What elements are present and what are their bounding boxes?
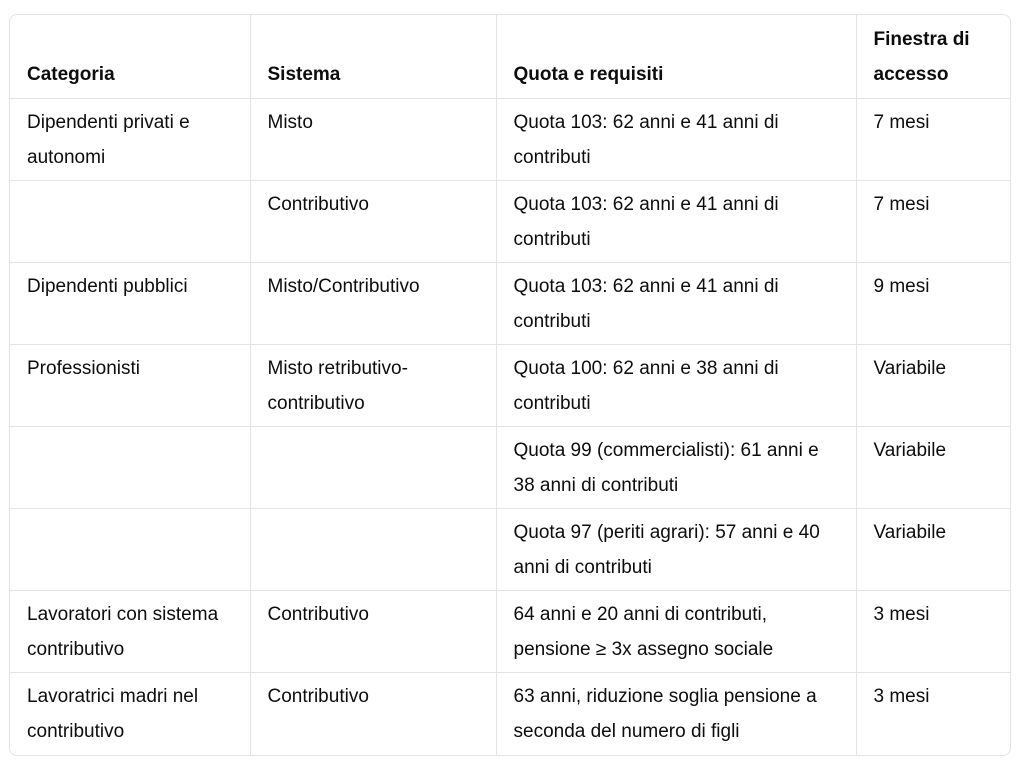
cell-finestra: 7 mesi — [856, 180, 1010, 262]
cell-sistema: Misto — [250, 98, 496, 180]
table-row — [10, 427, 1010, 509]
cell-quota: Quota 103: 62 anni e 41 anni di contributi — [496, 180, 856, 262]
table-row — [10, 344, 1010, 426]
header-finestra-accesso: Finestra di accesso — [856, 15, 1010, 98]
table-row — [10, 673, 1010, 755]
cell-sistema: Contributivo — [250, 591, 496, 673]
cell-quota: Quota 103: 62 anni e 41 anni di contributi — [496, 262, 856, 344]
cell-finestra: Variabile — [856, 344, 1010, 426]
header-sistema: Sistema — [250, 15, 496, 98]
cell-quota: 63 anni, riduzione soglia pensione a seconda del numero di figli — [496, 673, 856, 755]
cell-sistema: Misto retributivo-contributivo — [250, 344, 496, 426]
cell-quota: Quota 97 (periti agrari): 57 anni e 40 anni di contributi — [496, 509, 856, 591]
cell-finestra: 7 mesi — [856, 98, 1010, 180]
cell-quota: Quota 99 (commercialisti): 61 anni e 38 anni di contributi — [496, 427, 856, 509]
header-categoria: Categoria — [10, 15, 250, 98]
cell-quota: 64 anni e 20 anni di contributi, pensione ≥ 3x assegno sociale — [496, 591, 856, 673]
cell-categoria — [10, 427, 250, 509]
table-row — [10, 98, 1010, 180]
cell-categoria: Lavoratrici madri nel contributivo — [10, 673, 250, 755]
cell-categoria — [10, 180, 250, 262]
cell-sistema — [250, 509, 496, 591]
cell-sistema: Contributivo — [250, 673, 496, 755]
table-row — [10, 509, 1010, 591]
cell-finestra: Variabile — [856, 509, 1010, 591]
cell-finestra: 9 mesi — [856, 262, 1010, 344]
table-row — [10, 591, 1010, 673]
cell-quota: Quota 100: 62 anni e 38 anni di contributi — [496, 344, 856, 426]
cell-quota: Quota 103: 62 anni e 41 anni di contributi — [496, 98, 856, 180]
cell-sistema: Contributivo — [250, 180, 496, 262]
table-header-row — [10, 15, 1010, 98]
table-row — [10, 262, 1010, 344]
cell-categoria: Professionisti — [10, 344, 250, 426]
pension-table-container — [9, 14, 1011, 756]
cell-categoria: Lavoratori con sistema contributivo — [10, 591, 250, 673]
table-row — [10, 180, 1010, 262]
cell-finestra: 3 mesi — [856, 591, 1010, 673]
header-quota-requisiti: Quota e requisiti — [496, 15, 856, 98]
pension-table — [10, 15, 1010, 755]
cell-sistema: Misto/Contributivo — [250, 262, 496, 344]
cell-sistema — [250, 427, 496, 509]
cell-finestra: 3 mesi — [873, 686, 930, 708]
cell-categoria — [10, 509, 250, 591]
cell-categoria: Dipendenti pubblici — [10, 262, 250, 344]
cell-finestra: Variabile — [856, 427, 1010, 509]
cell-categoria: Dipendenti privati e autonomi — [10, 98, 250, 180]
